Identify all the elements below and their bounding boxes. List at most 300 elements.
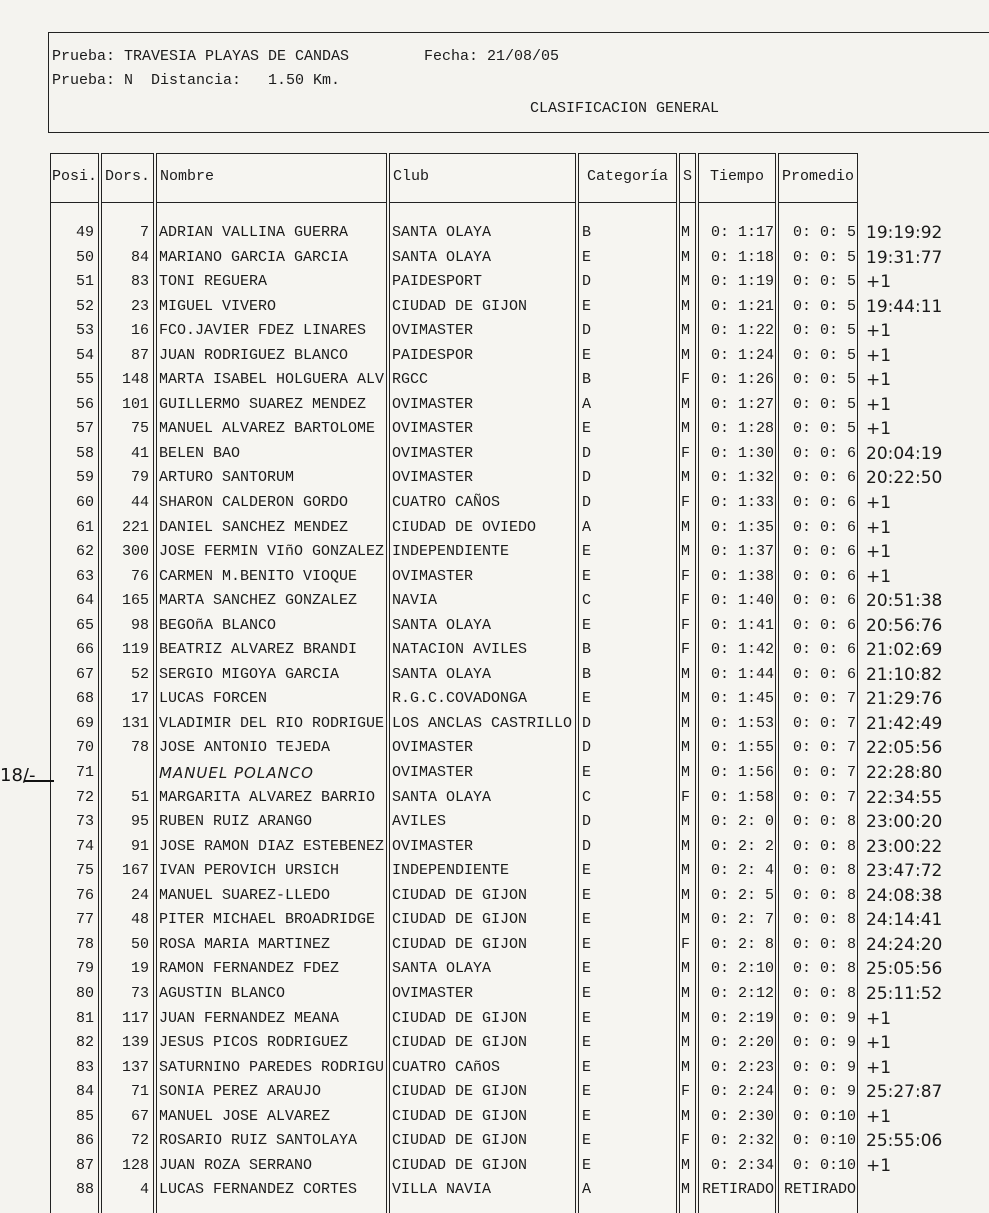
- cell-dors: 19: [130, 960, 149, 978]
- cell-club: VILLA NAVIA: [392, 1181, 492, 1199]
- cell-club: OVIMASTER: [392, 420, 474, 438]
- cell-sexo: F: [681, 444, 691, 462]
- col-header-promedio: Promedio: [781, 168, 854, 185]
- cell-club: NATACION AVILES: [392, 641, 528, 659]
- cell-nombre: ARTURO SANTORUM: [159, 469, 295, 487]
- cell-tiempo: 0: 1:37: [710, 543, 774, 561]
- cell-nombre: SATURNINO PAREDES RODRIGU: [159, 1058, 385, 1076]
- cell-tiempo: 0: 2: 4: [710, 862, 774, 880]
- cell-club: CIUDAD DE GIJON: [392, 886, 528, 904]
- cell-club: CIUDAD DE GIJON: [392, 935, 528, 953]
- table-row: [0, 835, 989, 860]
- handwritten-time-note: +1: [866, 1033, 892, 1054]
- cell-categoria: A: [582, 1181, 592, 1199]
- cell-dors: 23: [130, 297, 149, 315]
- cell-nombre: MANUEL SUAREZ-LLEDO: [159, 886, 331, 904]
- cell-club: CIUDAD DE GIJON: [392, 1132, 528, 1150]
- cell-promedio: 0: 0: 8: [792, 911, 856, 929]
- table-row: [0, 908, 989, 933]
- cell-dors: 7: [139, 224, 149, 241]
- cell-categoria: D: [582, 469, 592, 487]
- cell-dors: 98: [130, 616, 149, 634]
- cell-tiempo: 0: 1:24: [710, 346, 774, 364]
- cell-nombre: MANUEL JOSE ALVAREZ: [159, 1107, 331, 1125]
- cell-pos: 74: [75, 837, 94, 855]
- cell-pos: 56: [75, 395, 94, 413]
- cell-categoria: E: [582, 248, 592, 266]
- cell-sexo: M: [681, 764, 691, 782]
- cell-promedio: 0: 0: 5: [792, 322, 856, 340]
- cell-categoria: B: [582, 641, 592, 659]
- table-row: [0, 540, 989, 565]
- cell-club: AVILES: [392, 813, 447, 831]
- cell-tiempo: 0: 2:32: [710, 1132, 774, 1150]
- handwritten-time-note: +1: [866, 1008, 892, 1029]
- cell-club: RGCC: [392, 371, 429, 389]
- cell-pos: 55: [75, 371, 94, 389]
- cell-pos: 65: [75, 616, 94, 634]
- handwritten-time-note: 22:28:80: [866, 763, 943, 784]
- cell-tiempo: 0: 2:19: [710, 1009, 774, 1027]
- cell-promedio: 0: 0: 7: [792, 788, 856, 806]
- cell-pos: 51: [75, 273, 94, 291]
- cell-dors: 137: [121, 1058, 149, 1076]
- cell-club: CIUDAD DE GIJON: [392, 1034, 528, 1052]
- cell-club: SANTA OLAYA: [392, 788, 492, 806]
- cell-categoria: D: [582, 837, 592, 855]
- cell-club: CIUDAD DE GIJON: [392, 1009, 528, 1027]
- cell-dors: 4: [139, 1181, 149, 1199]
- table-row: [0, 270, 989, 295]
- cell-nombre: ROSARIO RUIZ SANTOLAYA: [159, 1132, 358, 1150]
- cell-pos: 83: [75, 1058, 94, 1076]
- cell-tiempo: 0: 1:26: [710, 371, 774, 389]
- table-row: [0, 516, 989, 541]
- table-row: [0, 614, 989, 639]
- cell-dors: 50: [130, 935, 149, 953]
- cell-promedio: 0: 0: 8: [792, 960, 856, 978]
- cell-club: SANTA OLAYA: [392, 960, 492, 978]
- prueba-distance-line: Prueba: N Distancia: 1.50 Km.: [52, 72, 341, 89]
- table-row: [0, 1031, 989, 1056]
- cell-sexo: M: [681, 518, 691, 536]
- cell-sexo: M: [681, 714, 691, 732]
- cell-sexo: F: [681, 567, 691, 585]
- cell-sexo: M: [681, 886, 691, 904]
- cell-club: CIUDAD DE GIJON: [392, 911, 528, 929]
- cell-nombre: CARMEN M.BENITO VIOQUE: [159, 567, 358, 585]
- cell-nombre: MARTA SANCHEZ GONZALEZ: [159, 592, 358, 610]
- cell-club: INDEPENDIENTE: [392, 543, 510, 561]
- cell-nombre: MARIANO GARCIA GARCIA: [159, 248, 349, 266]
- cell-nombre: SONIA PEREZ ARAUJO: [159, 1083, 322, 1101]
- cell-club: CIUDAD DE GIJON: [392, 297, 528, 315]
- cell-promedio: 0: 0: 8: [792, 837, 856, 855]
- cell-tiempo: 0: 1:30: [710, 444, 774, 462]
- cell-dors: 167: [121, 862, 149, 880]
- handwritten-time-note: 25:27:87: [866, 1082, 943, 1103]
- cell-tiempo: 0: 2: 5: [710, 886, 774, 904]
- cell-sexo: M: [681, 297, 691, 315]
- cell-promedio: 0: 0: 6: [792, 543, 856, 561]
- cell-nombre: FCO.JAVIER FDEZ LINARES: [159, 322, 367, 340]
- cell-dors: 84: [130, 248, 149, 266]
- table-row: [0, 1178, 989, 1203]
- table-row: [0, 466, 989, 491]
- cell-promedio: 0: 0: 6: [792, 469, 856, 487]
- cell-dors: 300: [121, 543, 149, 561]
- cell-categoria: D: [582, 444, 592, 462]
- cell-pos: 59: [75, 469, 94, 487]
- cell-pos: 54: [75, 346, 94, 364]
- table-row: [0, 368, 989, 393]
- cell-sexo: M: [681, 813, 691, 831]
- cell-club: NAVIA: [392, 592, 438, 610]
- cell-promedio: 0: 0: 8: [792, 984, 856, 1002]
- cell-sexo: M: [681, 248, 691, 266]
- cell-dors: 24: [130, 886, 149, 904]
- cell-promedio: 0: 0: 5: [792, 273, 856, 291]
- cell-club: CIUDAD DE OVIEDO: [392, 518, 537, 536]
- handwritten-time-note: +1: [866, 419, 892, 440]
- cell-dors: 131: [121, 714, 149, 732]
- cell-categoria: B: [582, 371, 592, 389]
- cell-club: LOS ANCLAS CASTRILLO: [392, 714, 573, 732]
- cell-tiempo: 0: 1:58: [710, 788, 774, 806]
- cell-categoria: D: [582, 739, 592, 757]
- cell-nombre: RAMON FERNANDEZ FDEZ: [159, 960, 340, 978]
- cell-club: OVIMASTER: [392, 984, 474, 1002]
- handwritten-time-note: 22:34:55: [866, 787, 943, 808]
- cell-nombre: IVAN PEROVICH URSICH: [159, 862, 340, 880]
- table-row: [0, 884, 989, 909]
- cell-dors: 78: [130, 739, 149, 757]
- cell-nombre: BELEN BAO: [159, 444, 241, 462]
- cell-dors: 48: [130, 911, 149, 929]
- cell-club: SANTA OLAYA: [392, 616, 492, 634]
- cell-sexo: M: [681, 1181, 691, 1199]
- cell-tiempo: 0: 1:38: [710, 567, 774, 585]
- cell-dors: 128: [121, 1156, 149, 1174]
- table-row: [0, 295, 989, 320]
- handwritten-time-note: 24:08:38: [866, 885, 943, 906]
- cell-categoria: E: [582, 346, 592, 364]
- cell-club: OVIMASTER: [392, 444, 474, 462]
- cell-club: OVIMASTER: [392, 395, 474, 413]
- cell-categoria: D: [582, 322, 592, 340]
- cell-club: R.G.C.COVADONGA: [392, 690, 528, 708]
- cell-dors: [101, 761, 149, 786]
- table-row: [0, 859, 989, 884]
- cell-categoria: E: [582, 764, 592, 782]
- table-row: [0, 221, 989, 246]
- results-table: [0, 221, 989, 1203]
- handwritten-time-note: 20:22:50: [866, 468, 943, 489]
- cell-tiempo: 0: 1:56: [710, 764, 774, 782]
- cell-pos: 77: [75, 911, 94, 929]
- cell-sexo: F: [681, 1083, 691, 1101]
- cell-pos: 68: [75, 690, 94, 708]
- cell-club: CUATRO CAÑOS: [392, 494, 501, 512]
- handwritten-time-note: 20:51:38: [866, 591, 943, 612]
- table-row: [0, 319, 989, 344]
- cell-promedio: 0: 0: 6: [792, 592, 856, 610]
- cell-dors: 73: [130, 984, 149, 1002]
- cell-club: PAIDESPORT: [392, 273, 483, 291]
- cell-nombre: JOSE ANTONIO TEJEDA: [159, 739, 331, 757]
- cell-nombre: VLADIMIR DEL RIO RODRIGUE: [159, 714, 385, 732]
- cell-tiempo: 0: 1:55: [710, 739, 774, 757]
- cell-promedio: 0: 0: 5: [792, 395, 856, 413]
- cell-promedio: 0: 0: 9: [792, 1058, 856, 1076]
- cell-tiempo: 0: 1:45: [710, 690, 774, 708]
- cell-nombre: MARTA ISABEL HOLGUERA ALV: [159, 371, 385, 389]
- cell-categoria: E: [582, 1156, 592, 1174]
- cell-nombre: PITER MICHAEL BROADRIDGE: [159, 911, 376, 929]
- cell-promedio: 0: 0: 9: [792, 1009, 856, 1027]
- cell-categoria: D: [582, 813, 592, 831]
- cell-promedio: 0: 0: 6: [792, 444, 856, 462]
- cell-categoria: E: [582, 690, 592, 708]
- cell-club: CUATRO CAñOS: [392, 1058, 501, 1076]
- handwritten-time-note: 19:44:11: [866, 296, 943, 317]
- cell-sexo: M: [681, 984, 691, 1002]
- cell-promedio: 0: 0: 8: [792, 813, 856, 831]
- cell-promedio: 0: 0: 5: [792, 224, 856, 241]
- cell-dors: 76: [130, 567, 149, 585]
- table-row: [0, 246, 989, 271]
- cell-pos: 70: [75, 739, 94, 757]
- table-row: [0, 589, 989, 614]
- table-row: [0, 810, 989, 835]
- page-title: CLASIFICACION GENERAL: [530, 100, 720, 117]
- cell-club: PAIDESPOR: [392, 346, 474, 364]
- cell-nombre: BEATRIZ ALVAREZ BRANDI: [159, 641, 358, 659]
- cell-sexo: M: [681, 837, 691, 855]
- cell-categoria: E: [582, 960, 592, 978]
- handwritten-time-note: 25:55:06: [866, 1131, 943, 1152]
- cell-tiempo: 0: 1:32: [710, 469, 774, 487]
- cell-pos: 79: [75, 960, 94, 978]
- cell-club: OVIMASTER: [392, 764, 474, 782]
- cell-pos: 82: [75, 1034, 94, 1052]
- handwritten-time-note: 21:02:69: [866, 640, 943, 661]
- handwritten-time-note: 23:47:72: [866, 861, 943, 882]
- cell-dors: 79: [130, 469, 149, 487]
- cell-nombre: JUAN FERNANDEZ MEANA: [159, 1009, 340, 1027]
- col-header-pos: Posi.: [51, 168, 97, 185]
- cell-pos: 81: [75, 1009, 94, 1027]
- handwritten-time-note: 20:04:19: [866, 443, 943, 464]
- cell-sexo: M: [681, 395, 691, 413]
- cell-club: CIUDAD DE GIJON: [392, 1156, 528, 1174]
- col-header-categoria: Categoría: [586, 168, 668, 185]
- cell-nombre: JESUS PICOS RODRIGUEZ: [159, 1034, 349, 1052]
- cell-nombre: BEGOñA BLANCO: [159, 616, 277, 634]
- cell-sexo: F: [681, 616, 691, 634]
- cell-nombre: JOSE RAMON DIAZ ESTEBENEZ: [159, 837, 385, 855]
- cell-dors: 117: [121, 1009, 149, 1027]
- handwritten-time-note: 22:05:56: [866, 738, 943, 759]
- cell-promedio: 0: 0: 7: [792, 739, 856, 757]
- cell-club: OVIMASTER: [392, 567, 474, 585]
- cell-categoria: A: [582, 395, 592, 413]
- cell-dors: 67: [130, 1107, 149, 1125]
- cell-nombre: MARGARITA ALVAREZ BARRIO: [159, 788, 376, 806]
- cell-tiempo: 0: 2:12: [710, 984, 774, 1002]
- cell-sexo: M: [681, 1009, 691, 1027]
- cell-promedio: 0: 0: 6: [792, 641, 856, 659]
- cell-nombre: DANIEL SANCHEZ MENDEZ: [159, 518, 349, 536]
- cell-nombre: MANUEL ALVAREZ BARTOLOME: [159, 420, 376, 438]
- cell-categoria: A: [582, 518, 592, 536]
- handwritten-time-note: 25:05:56: [866, 959, 943, 980]
- handwritten-time-note: 20:56:76: [866, 615, 943, 636]
- cell-nombre: JUAN RODRIGUEZ BLANCO: [159, 346, 349, 364]
- cell-promedio: 0: 0: 6: [792, 616, 856, 634]
- cell-sexo: F: [681, 641, 691, 659]
- cell-pos: 57: [75, 420, 94, 438]
- cell-categoria: E: [582, 420, 592, 438]
- cell-pos: 72: [75, 788, 94, 806]
- cell-sexo: F: [681, 1132, 691, 1150]
- cell-sexo: M: [681, 273, 691, 291]
- table-row: [0, 687, 989, 712]
- cell-promedio: 0: 0:10: [792, 1107, 856, 1125]
- cell-tiempo: 0: 1:42: [710, 641, 774, 659]
- handwritten-time-note: +1: [866, 370, 892, 391]
- cell-club: OVIMASTER: [392, 322, 474, 340]
- table-row: [0, 1080, 989, 1105]
- cell-promedio: 0: 0: 6: [792, 665, 856, 683]
- cell-promedio: 0: 0:10: [792, 1156, 856, 1174]
- col-header-tiempo: Tiempo: [709, 168, 764, 185]
- cell-nombre: RUBEN RUIZ ARANGO: [159, 813, 313, 831]
- cell-pos: 71: [75, 764, 94, 782]
- cell-pos: 75: [75, 862, 94, 880]
- handwritten-time-note: +1: [866, 394, 892, 415]
- handwritten-time-note: +1: [866, 517, 892, 538]
- cell-promedio: 0: 0: 5: [792, 297, 856, 315]
- cell-pos: 69: [75, 714, 94, 732]
- cell-categoria: E: [582, 862, 592, 880]
- handwritten-time-note: 21:10:82: [866, 664, 943, 685]
- cell-pos: 66: [75, 641, 94, 659]
- cell-categoria: E: [582, 886, 592, 904]
- cell-club: SANTA OLAYA: [392, 665, 492, 683]
- cell-club: OVIMASTER: [392, 469, 474, 487]
- handwritten-time-note: +1: [866, 272, 892, 293]
- table-row: [0, 761, 989, 786]
- cell-categoria: D: [582, 714, 592, 732]
- cell-sexo: M: [681, 911, 691, 929]
- handwritten-time-note: 23:00:20: [866, 812, 943, 833]
- cell-pos: 62: [75, 543, 94, 561]
- cell-tiempo: 0: 1:17: [710, 224, 774, 241]
- table-row: [0, 786, 989, 811]
- cell-promedio: 0: 0: 6: [792, 494, 856, 512]
- cell-nombre: GUILLERMO SUAREZ MENDEZ: [159, 395, 367, 413]
- table-row: [0, 442, 989, 467]
- table-row: [0, 393, 989, 418]
- cell-dors: 139: [121, 1034, 149, 1052]
- handwritten-time-note: 24:14:41: [866, 910, 943, 931]
- cell-tiempo: 0: 1:35: [710, 518, 774, 536]
- table-row: [0, 417, 989, 442]
- cell-sexo: F: [681, 592, 691, 610]
- cell-promedio: 0: 0: 5: [792, 346, 856, 364]
- cell-categoria: B: [582, 224, 592, 241]
- cell-club: SANTA OLAYA: [392, 248, 492, 266]
- cell-tiempo: 0: 2: 8: [710, 935, 774, 953]
- cell-categoria: E: [582, 911, 592, 929]
- cell-tiempo: 0: 2:10: [710, 960, 774, 978]
- cell-tiempo: 0: 1:28: [710, 420, 774, 438]
- cell-tiempo: 0: 2: 0: [710, 813, 774, 831]
- handwritten-time-note: 19:31:77: [866, 247, 943, 268]
- cell-nombre: AGUSTIN BLANCO: [159, 984, 286, 1002]
- cell-tiempo: 0: 1:40: [710, 592, 774, 610]
- cell-dors: 148: [121, 371, 149, 389]
- cell-pos: 53: [75, 322, 94, 340]
- cell-promedio: 0: 0: 8: [792, 935, 856, 953]
- cell-promedio: 0: 0: 7: [792, 764, 856, 782]
- cell-tiempo: 0: 2: 2: [710, 837, 774, 855]
- cell-pos: 86: [75, 1132, 94, 1150]
- cell-dors: 95: [130, 813, 149, 831]
- cell-pos: 78: [75, 935, 94, 953]
- handwritten-time-note: 21:29:76: [866, 689, 943, 710]
- handwritten-time-note: +1: [866, 1057, 892, 1078]
- cell-sexo: M: [681, 322, 691, 340]
- cell-sexo: M: [681, 1058, 691, 1076]
- cell-sexo: M: [681, 960, 691, 978]
- cell-pos: 49: [75, 224, 94, 241]
- cell-categoria: E: [582, 935, 592, 953]
- cell-club: INDEPENDIENTE: [392, 862, 510, 880]
- prueba-line: Prueba: TRAVESIA PLAYAS DE CANDAS: [52, 48, 350, 65]
- cell-sexo: M: [681, 346, 691, 364]
- cell-promedio: 0: 0: 5: [792, 248, 856, 266]
- cell-nombre: ADRIAN VALLINA GUERRA: [159, 224, 349, 241]
- table-row: [0, 933, 989, 958]
- cell-pos: 60: [75, 494, 94, 512]
- cell-club: OVIMASTER: [392, 739, 474, 757]
- cell-nombre: JUAN ROZA SERRANO: [159, 1156, 313, 1174]
- table-row: [0, 638, 989, 663]
- cell-sexo: M: [681, 739, 691, 757]
- table-row: [0, 344, 989, 369]
- cell-sexo: M: [681, 420, 691, 438]
- col-header-s: S: [682, 168, 692, 185]
- cell-tiempo: 0: 1:18: [710, 248, 774, 266]
- cell-sexo: M: [681, 224, 691, 241]
- col-header-nombre: Nombre: [160, 168, 215, 185]
- cell-tiempo: 0: 2:34: [710, 1156, 774, 1174]
- cell-sexo: M: [681, 1107, 691, 1125]
- fecha: Fecha: 21/08/05: [424, 48, 560, 65]
- cell-sexo: M: [681, 690, 691, 708]
- cell-tiempo: 0: 1:27: [710, 395, 774, 413]
- cell-dors: 17: [130, 690, 149, 708]
- cell-dors: 71: [130, 1083, 149, 1101]
- handwritten-time-note: 23:00:22: [866, 836, 943, 857]
- cell-tiempo: 0: 2: 7: [710, 911, 774, 929]
- cell-pos: 63: [75, 567, 94, 585]
- col-header-club: Club: [393, 168, 430, 185]
- cell-pos: 61: [75, 518, 94, 536]
- cell-dors: 91: [130, 837, 149, 855]
